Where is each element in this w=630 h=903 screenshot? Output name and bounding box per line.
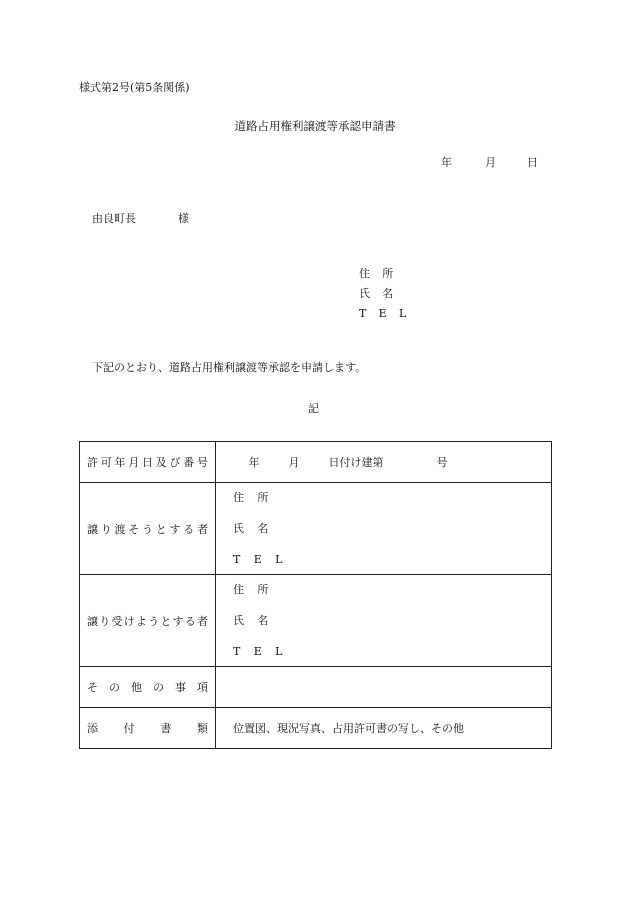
application-date	[441, 157, 538, 168]
transferee-label-cell	[80, 575, 216, 667]
transferee-label: 譲り受けようとする者	[87, 614, 208, 628]
table-row	[80, 442, 552, 483]
transferor-name-label: 氏 名	[233, 522, 274, 535]
applicant-name-label: 氏 名	[359, 287, 398, 300]
application-table	[79, 441, 552, 749]
attachments-label-cell	[80, 708, 216, 749]
addressee-honorific: 様	[178, 212, 189, 225]
transferee-name-label: 氏 名	[233, 614, 274, 627]
transferee-address-label: 住 所	[233, 583, 274, 596]
permit-month: 月	[288, 456, 300, 469]
other-matters-cell[interactable]	[216, 667, 552, 708]
applicant-address-label: 住 所	[359, 267, 398, 280]
addressee	[92, 213, 189, 224]
permit-number: 号	[436, 456, 448, 469]
attachments-cell: 位置図、現況写真、占用許可書の写し、その他	[216, 708, 552, 749]
form-number: 様式第2号(第5条関係)	[79, 81, 190, 94]
other-matters-label-cell	[80, 667, 216, 708]
permit-date-number-label: 許可年月日及び番号	[87, 456, 208, 469]
document-title: 道路占用権利譲渡等承認申請書	[234, 119, 396, 133]
other-matters-label: その他の事項	[87, 681, 208, 694]
transferee-tel-label: T E L	[233, 645, 288, 658]
table-row	[80, 667, 552, 708]
table-row	[80, 708, 552, 749]
date-day: 日	[527, 156, 538, 169]
transferor-label: 譲り渡そうとする者	[87, 522, 208, 536]
ki-heading: 記	[308, 402, 319, 415]
attachments-label: 添付書類	[87, 722, 208, 735]
permit-year: 年	[248, 456, 260, 469]
transferor-tel-label: T E L	[233, 553, 288, 566]
table-row	[80, 483, 552, 575]
permit-date-number-label-cell	[80, 442, 216, 483]
date-month: 月	[485, 156, 496, 169]
addressee-name: 由良町長	[92, 212, 136, 225]
transferor-cell[interactable]	[216, 483, 552, 575]
request-statement: 下記のとおり、道路占用権利譲渡等承認を申請します。	[92, 361, 367, 374]
transferee-cell[interactable]	[216, 575, 552, 667]
applicant-tel-label: T E L	[359, 307, 411, 320]
permit-date-suffix: 日付け建第	[328, 456, 384, 469]
transferor-address-label: 住 所	[233, 491, 274, 504]
table-row	[80, 575, 552, 667]
date-year: 年	[441, 156, 452, 169]
transferor-label-cell	[80, 483, 216, 575]
applicant-block	[359, 268, 411, 328]
permit-date-number-cell[interactable]	[216, 442, 552, 483]
